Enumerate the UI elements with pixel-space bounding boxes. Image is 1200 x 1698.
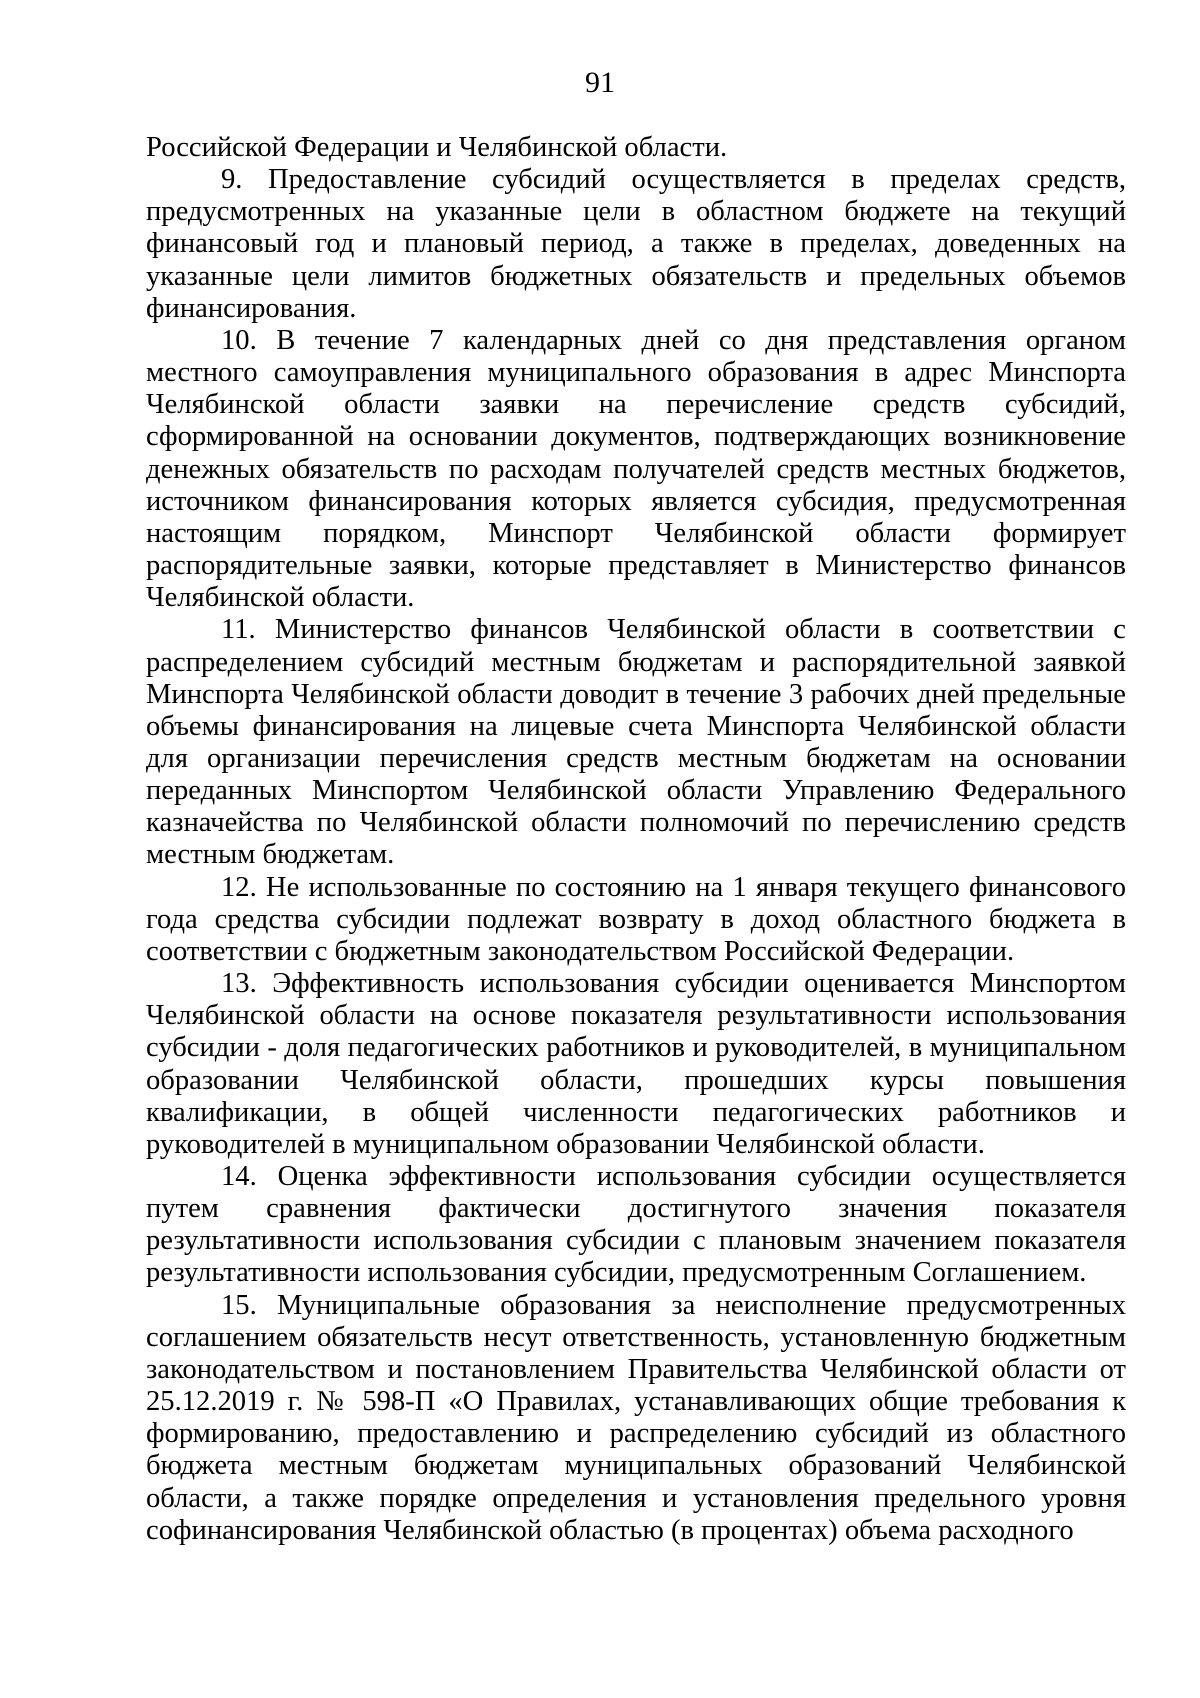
page-number: 91 <box>585 66 615 99</box>
document-body <box>146 132 1126 1547</box>
continuation-paragraph: Российской Федерации и Челябинской области. <box>146 132 728 163</box>
paragraph-10: 10. В течение 7 календарных дней со дня представления органом местного самоуправления муниципального образования в адрес Минспорта Челябинской области заявки на перечисление средств субсидий, сформированной на основании документов, подтверждающих возникновение денежных обязательств по расходам получателей средств местных бюджетов, источником финансирования которых является субсидия, предусмотренная настоящим порядком, Минспорт Челябинской области формирует распорядительные заявки, которые представляет в Министерство финансов Челябинской области. <box>146 324 1126 614</box>
paragraph-11: 11. Министерство финансов Челябинской области в соответствии с распределением субсидий местным бюджетам и распорядительной заявкой Минспорта Челябинской области доводит в течение 3 рабочих дней предельные объемы финансирования на лицевые счета Минспорта Челябинской области для организации перечисления средств местным бюджетам на основании переданных Минспортом Челябинской области Управлению Федерального казначейства по Челябинской области полномочий по перечислению средств местным бюджетам. <box>146 614 1126 871</box>
paragraph-15: 15. Муниципальные образования за неисполнение предусмотренных соглашением обязательств несут ответственность, установленную бюджетным законодательством и постановлением Правительства Челябинской области от 25.12.2019 г. № 598-П «О Правилах, устанавливающих общие требования к формированию, предоставлению и распределению субсидий из областного бюджета местным бюджетам муниципальных образований Челябинской области, а также порядке определения и установления предельного уровня софинансирования Челябинской областью (в процентах) объема расходного <box>146 1289 1126 1546</box>
paragraph-12: 12. Не использованные по состоянию на 1 января текущего финансового года средства субсидии подлежат возврату в доход областного бюджета в соответствии с бюджетным законодательством Российской Федерации. <box>146 871 1126 967</box>
paragraph-13: 13. Эффективность использования субсидии оценивается Минспортом Челябинской области на основе показателя результативности использования субсидии - доля педагогических работников и руководителей, в муниципальном образовании Челябинской области, прошедших курсы повышения квалификации, в общей численности педагогических работников и руководителей в муниципальном образовании Челябинской области. <box>146 968 1126 1160</box>
paragraph-9: 9. Предоставление субсидий осуществляется в пределах средств, предусмотренных на указанные цели в областном бюджете на текущий финансовый год и плановый период, а также в пределах, доведенных на указанные цели лимитов бюджетных обязательств и предельных объемов финансирования. <box>146 164 1126 324</box>
paragraph-14: 14. Оценка эффективности использования субсидии осуществляется путем сравнения фактически достигнутого значения показателя результативности использования субсидии с плановым значением показателя результативности использования субсидии, предусмотренным Соглашением. <box>146 1161 1126 1289</box>
